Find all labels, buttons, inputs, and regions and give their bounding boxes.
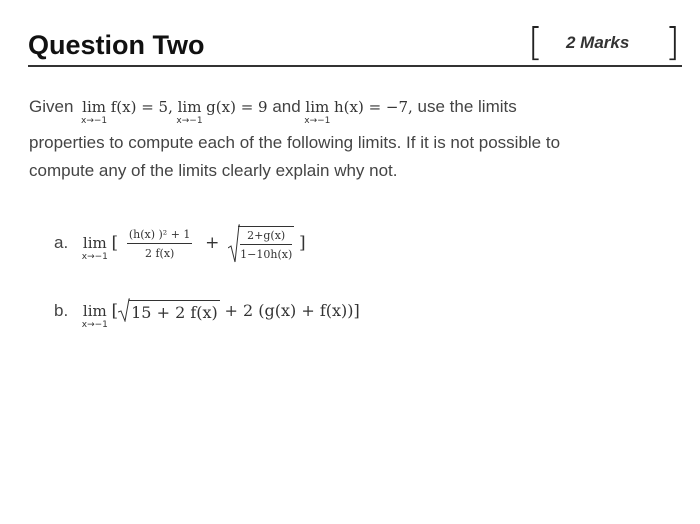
intro-line-3: compute any of the limits clearly explain why not. xyxy=(29,161,398,180)
and-word: and xyxy=(272,97,301,116)
part-a-label: a. xyxy=(54,232,69,252)
radical-denominator: 1−10h(x) xyxy=(240,248,293,261)
fraction-denominator: 2 f(x) xyxy=(144,246,175,260)
marks-label: 2 Marks xyxy=(566,33,630,52)
part-a-radical xyxy=(228,226,294,261)
radical-numerator: 2+g(x) xyxy=(240,229,292,245)
radical-fraction xyxy=(240,229,292,261)
title-divider xyxy=(28,65,682,67)
part-a-open-bracket: [ xyxy=(111,232,119,253)
lim-subscript: x→−1 xyxy=(304,116,331,126)
marks-right-bracket: ] xyxy=(665,20,680,64)
lim-subscript: x→−1 xyxy=(81,319,108,330)
intro-line-2: properties to compute each of the following limits. If it is not possible to xyxy=(29,133,561,152)
lim-subscript: x→−1 xyxy=(176,116,203,126)
lim-word: lim xyxy=(305,98,330,116)
part-b-rest: + 2 (g(x) + f(x))] xyxy=(224,300,360,320)
part-a xyxy=(54,226,306,261)
limit-f xyxy=(80,97,108,126)
marks-left-bracket: [ xyxy=(528,20,543,64)
part-a-limit xyxy=(81,233,108,262)
g-expression: g(x) = 9 xyxy=(206,98,268,116)
intro-tail: use the limits xyxy=(417,97,517,116)
part-b xyxy=(54,300,360,330)
given-word: Given xyxy=(29,97,74,116)
lim-word: lim xyxy=(82,98,106,116)
radical-sign-icon xyxy=(228,224,240,264)
part-b-radical xyxy=(118,300,220,323)
lim-word: lim xyxy=(177,98,202,116)
radicand: 15 + 2 f(x) xyxy=(129,300,220,322)
fraction-numerator: (h(x) )² + 1 xyxy=(127,228,193,244)
radical-sign-icon xyxy=(118,298,130,322)
limit-g xyxy=(176,97,203,126)
part-a-fraction xyxy=(127,228,193,260)
lim-word: lim xyxy=(82,301,107,320)
part-b-open-bracket: [ xyxy=(111,300,119,321)
limit-h xyxy=(304,97,331,126)
part-b-label: b. xyxy=(54,300,69,320)
lim-subscript: x→−1 xyxy=(80,116,108,126)
lim-subscript: x→−1 xyxy=(81,251,108,262)
part-b-limit xyxy=(81,301,108,330)
marks-box xyxy=(528,22,680,66)
part-a-close-bracket: ] xyxy=(298,232,306,253)
question-title: Question Two xyxy=(28,30,205,60)
plus-sign: + xyxy=(205,232,220,253)
h-expression: h(x) = −7, xyxy=(333,98,413,116)
f-expression: f(x) = 5, xyxy=(110,98,173,116)
intro-line-1 xyxy=(29,97,517,126)
lim-word: lim xyxy=(82,233,107,252)
